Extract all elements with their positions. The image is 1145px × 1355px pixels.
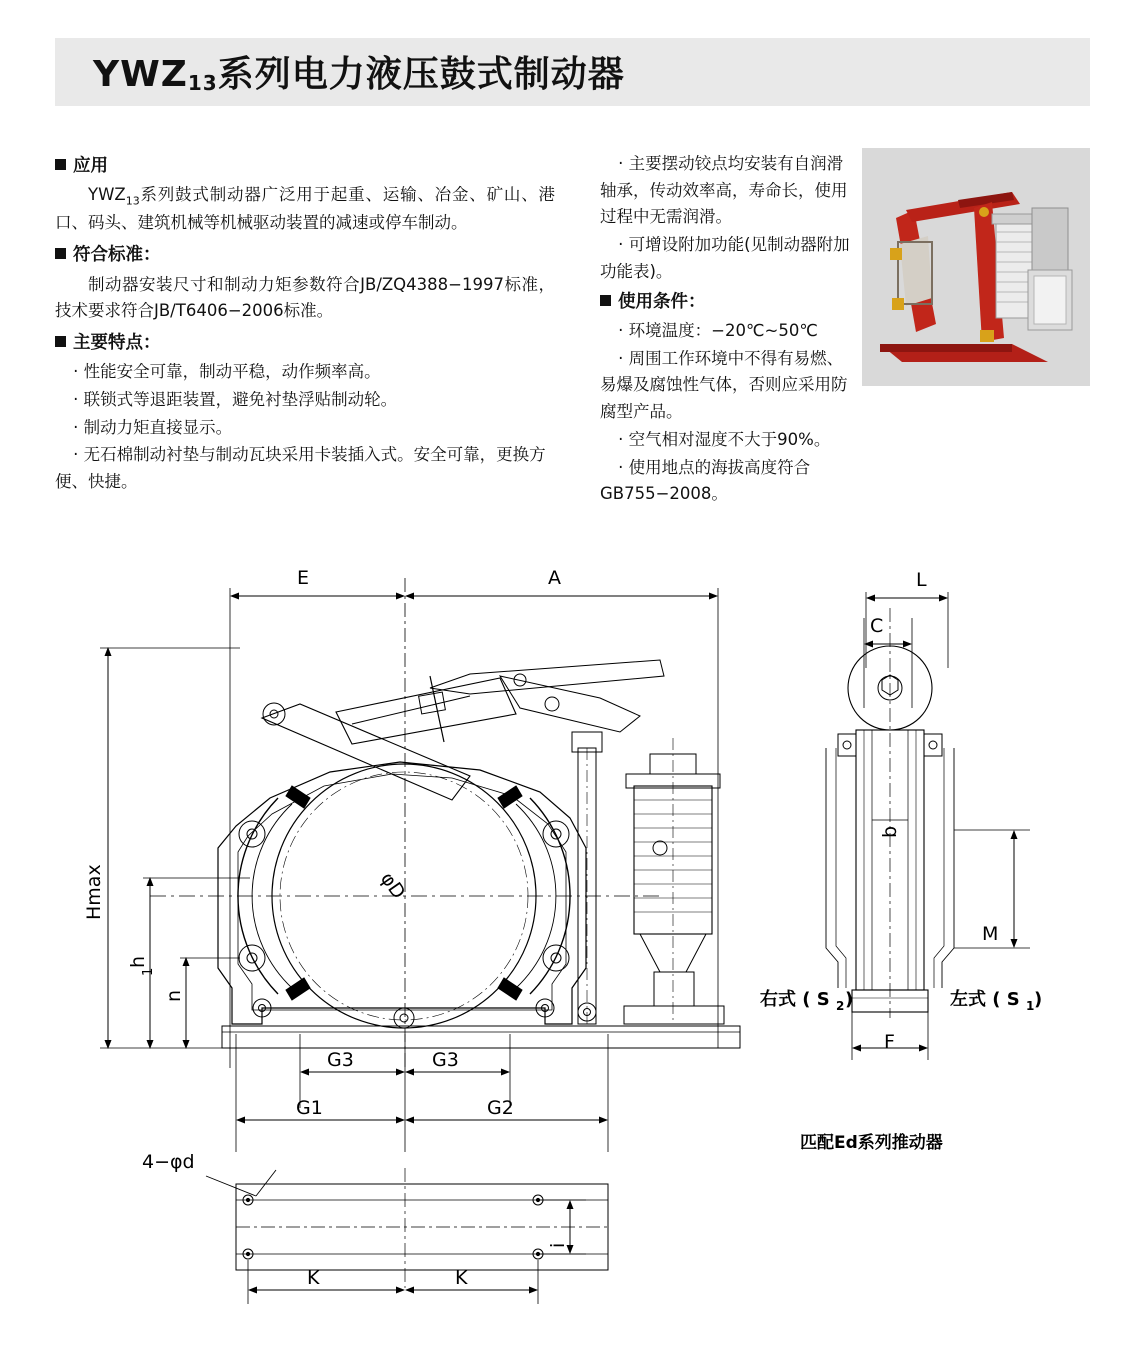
heading-application: 应用	[55, 152, 555, 180]
condition-item: · 空气相对湿度不大于90%。	[618, 429, 831, 449]
page-title	[93, 46, 625, 97]
dim-label-G2: G2	[487, 1097, 514, 1119]
paragraph-application: $YWZ_{13}$系列鼓式制动器广泛用于起重、运输、冶金、矿山、港口、码头、建筑机械等机械驱动装置的减速或停车制动。	[55, 185, 555, 233]
mid-bullet-item: · 主要摆动铰点均安装有自润滑轴承，传动效率高，寿命长，使用过程中无需润滑。	[600, 154, 848, 227]
dim-label-n: n	[163, 989, 185, 1002]
square-bullet-icon	[600, 295, 611, 306]
title-subscript: 13	[187, 71, 218, 95]
heading-features: 主要特点：	[55, 329, 555, 357]
dim-label-Hmax: Hmax	[83, 864, 105, 920]
dim-label-h1: h	[127, 955, 149, 968]
dim-label-phiD: φD	[375, 868, 410, 904]
feature-item: · 联锁式等退距装置，避免衬垫浮贴制动轮。	[73, 390, 398, 410]
label-left-type: 左式 ( S	[950, 989, 1020, 1010]
dim-label-G3-left: G3	[327, 1049, 354, 1071]
dim-label-K-left: K	[307, 1267, 320, 1289]
dim-label-G1: G1	[296, 1097, 323, 1119]
feature-item: · 制动力矩直接显示。	[73, 417, 233, 437]
title-main: YWZ	[93, 54, 188, 95]
product-photo	[862, 148, 1090, 386]
dim-label-A: A	[548, 567, 561, 589]
mid-bullet-item: · 可增设附加功能(见制动器附加功能表)。	[600, 235, 850, 281]
label-right-type-sub: 2	[836, 999, 845, 1013]
dim-label-K-right: K	[455, 1267, 468, 1289]
dim-label-E: E	[297, 567, 310, 589]
feature-item: · 无石棉制动衬垫与制动瓦块采用卡装插入式。安全可靠，更换方便、快捷。	[55, 445, 546, 492]
dim-label-L: L	[916, 569, 927, 591]
dim-label-C: C	[870, 615, 884, 637]
left-text-column	[55, 150, 555, 497]
feature-item: · 性能安全可靠，制动平稳，动作频率高。	[73, 362, 381, 382]
label-right-type: 右式 ( S	[760, 989, 830, 1010]
heading-conditions: 使用条件：	[600, 288, 855, 316]
condition-item: · 使用地点的海拔高度符合GB755−2008。	[600, 457, 811, 504]
dim-label-h1-sub: 1	[141, 967, 156, 976]
heading-standards: 符合标准：	[55, 241, 555, 269]
square-bullet-icon	[55, 248, 66, 259]
label-left-type-sub: 1	[1026, 999, 1035, 1013]
label-left-type-end: )	[1034, 989, 1043, 1010]
dim-label-F: F	[884, 1031, 895, 1053]
square-bullet-icon	[55, 336, 66, 347]
dim-label-G3-right: G3	[432, 1049, 459, 1071]
condition-item: · 周围工作环境中不得有易燃、易爆及腐蚀性气体，否则应采用防腐型产品。	[600, 348, 848, 422]
label-right-type-end: )	[845, 989, 854, 1010]
condition-item: · 环境温度：−20℃~50℃	[618, 320, 818, 340]
caption-ed-series: 匹配Ed系列推动器	[800, 1133, 943, 1153]
middle-text-column	[600, 150, 855, 509]
title-rest: 系列电力液压鼓式制动器	[217, 54, 625, 95]
technical-drawing	[0, 548, 1145, 1308]
dim-label-M: M	[982, 923, 999, 945]
dim-label-holes: 4−φd	[142, 1151, 195, 1173]
dim-label-i: i	[547, 1242, 569, 1248]
square-bullet-icon	[55, 159, 66, 170]
dim-label-b: b	[879, 825, 901, 838]
paragraph-standards: 制动器安装尺寸和制动力矩参数符合JB/ZQ4388−1997标准，技术要求符合JB/T6406−2006标准。	[55, 274, 555, 321]
